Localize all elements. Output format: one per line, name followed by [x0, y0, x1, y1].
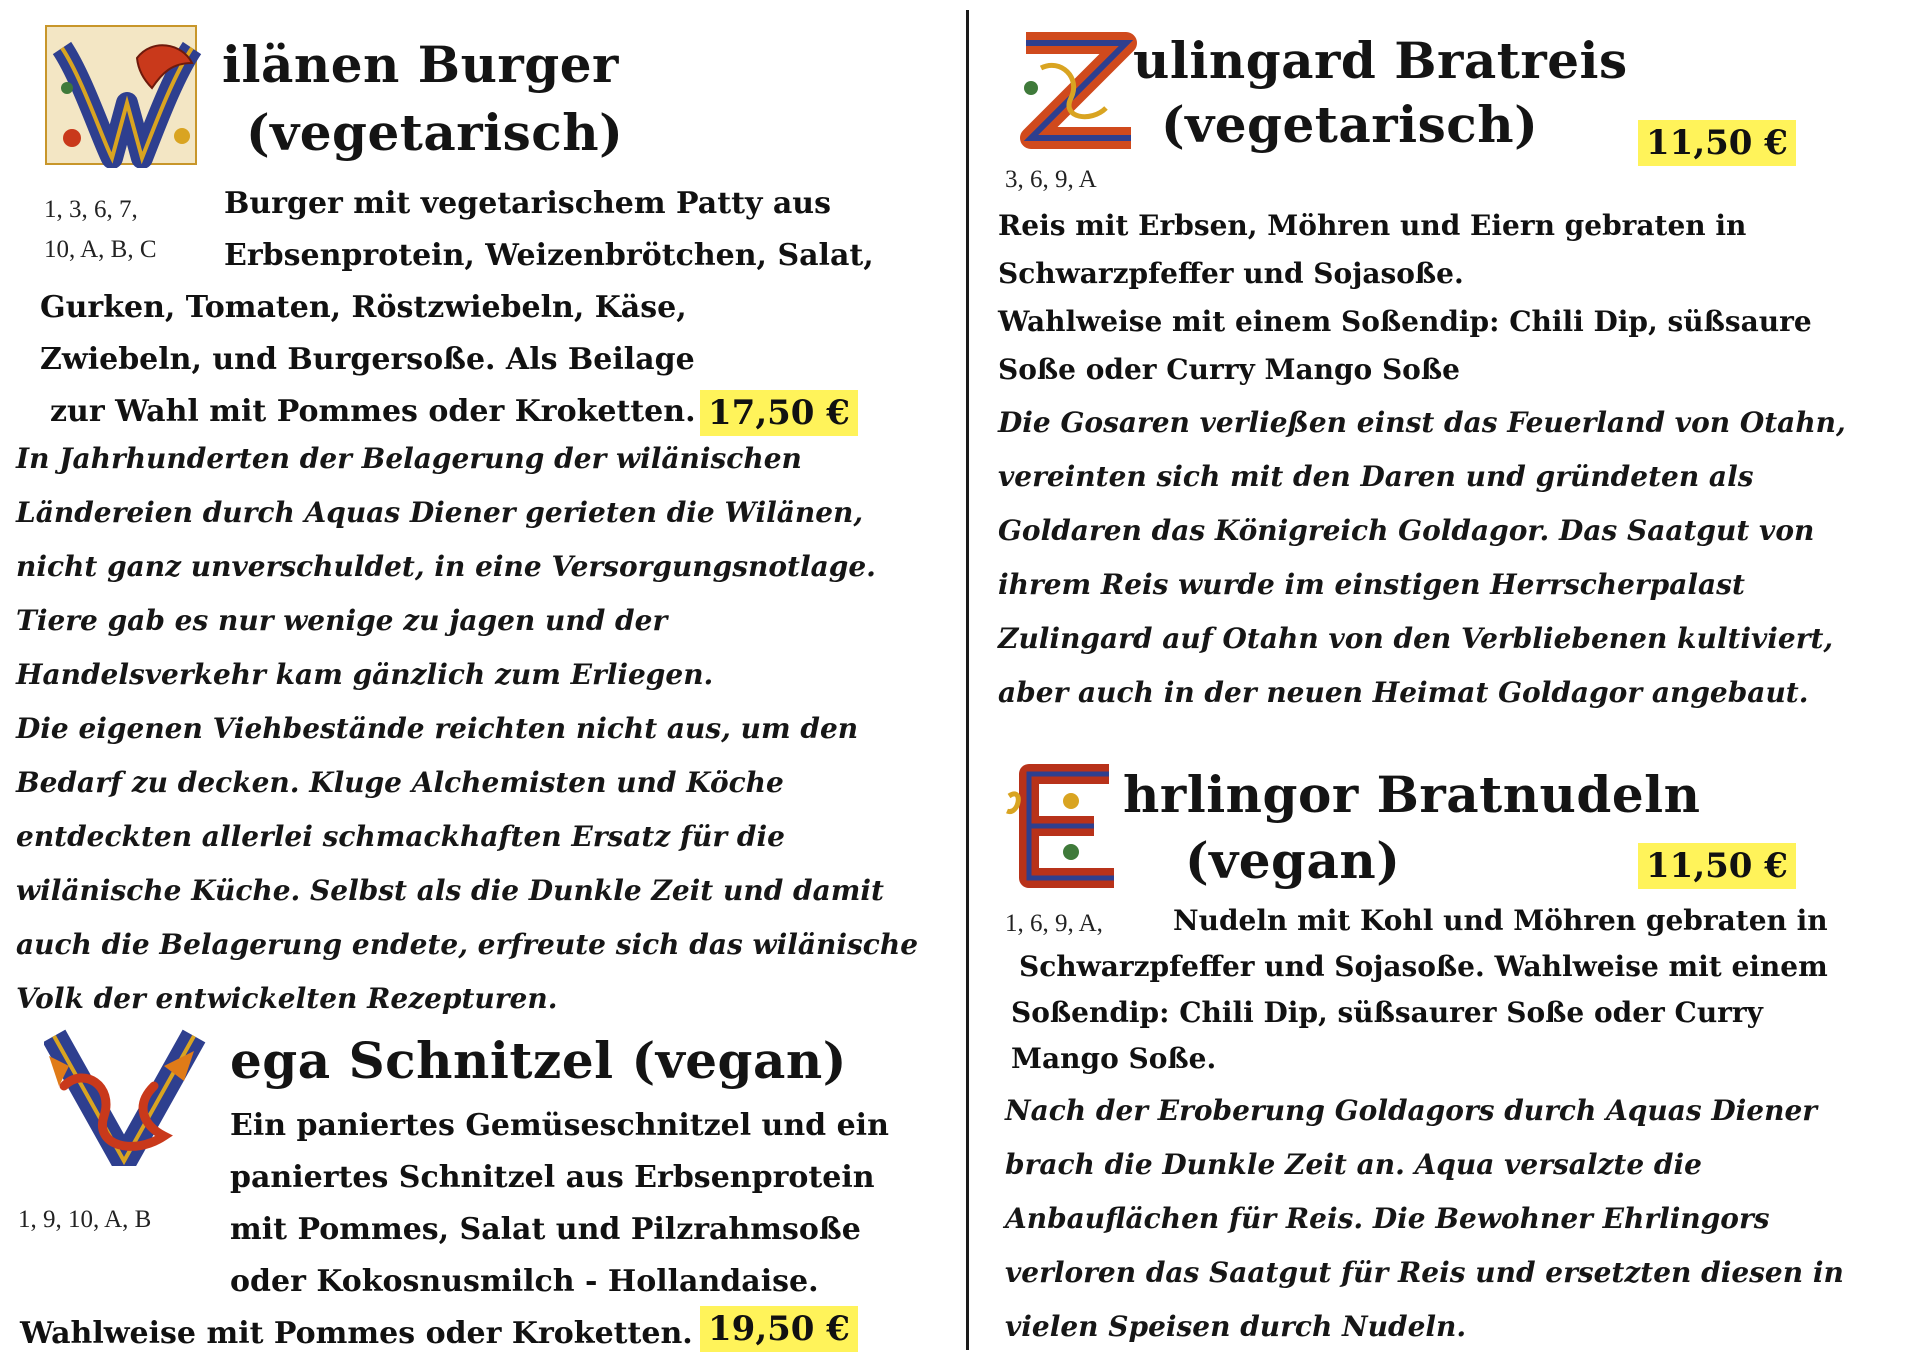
story-line: Die Gosaren verließen einst das Feuerland von Otahn, — [998, 406, 1846, 439]
description-line: zur Wahl mit Pommes oder Kroketten. — [50, 394, 696, 429]
story-line: Die eigenen Viehbestände reichten nicht aus, um den — [16, 712, 859, 745]
story-line: verloren das Saatgut für Reis und ersetzten diesen in — [1005, 1256, 1844, 1289]
price-badge: 19,50 € — [700, 1306, 858, 1352]
allergen-codes: 1, 3, 6, 7, 10, A, B, C — [44, 196, 157, 263]
dish-story — [1005, 1084, 1844, 1354]
allergen-codes: 1, 6, 9, A, — [1005, 910, 1103, 937]
dish-wilaenen-burger — [0, 0, 960, 1020]
dish-title — [222, 35, 619, 94]
dish-title-line: ulingard Bratreis — [1133, 31, 1628, 90]
story-line: Bedarf zu decken. Kluge Alchemisten und Köche — [16, 766, 784, 799]
story-line: Volk der entwickelten Rezepturen. — [16, 982, 558, 1015]
dish-zulingard-bratreis — [975, 0, 1920, 740]
story-line: auch die Belagerung endete, erfreute sich das wilänische — [16, 928, 919, 961]
description-line: Wahlweise mit einem Soßendip: Chili Dip, süßsaure — [998, 305, 1812, 338]
description-line: Wahlweise mit Pommes oder Kroketten. — [20, 1316, 693, 1351]
dish-vega-schnitzel — [0, 1020, 960, 1357]
dish-description — [1005, 898, 1828, 1082]
dish-subtitle — [246, 103, 624, 162]
story-line: aber auch in der neuen Heimat Goldagor angebaut. — [998, 676, 1809, 709]
description-line: Soßendip: Chili Dip, süßsaurer Soße oder Curry — [1011, 996, 1763, 1029]
price-badge: 17,50 € — [700, 390, 858, 436]
story-line: entdeckten allerlei schmackhaften Ersatz für die — [16, 820, 785, 853]
description-line: Schwarzpfeffer und Sojasoße. Wahlweise mit einem — [1019, 950, 1828, 983]
dish-title-line: (vegetarisch) — [246, 103, 624, 162]
dish-title-line: (vegetarisch) — [1161, 95, 1539, 154]
description-line: Nudeln mit Kohl und Möhren gebraten in — [1173, 904, 1828, 937]
story-line: Anbauflächen für Reis. Die Bewohner Ehrlingors — [1005, 1202, 1770, 1235]
dish-subtitle — [1161, 95, 1539, 154]
description-line: Mango Soße. — [1011, 1042, 1217, 1075]
dish-subtitle — [1185, 831, 1401, 890]
story-line: wilänische Küche. Selbst als die Dunkle Zeit und damit — [16, 874, 884, 907]
illuminated-initial-e-icon — [999, 756, 1133, 896]
dish-title-line: ega Schnitzel (vegan) — [230, 1031, 847, 1090]
dish-title-line: ilänen Burger — [222, 35, 619, 94]
story-line: nicht ganz unverschuldet, in eine Versorgungsnotlage. — [16, 550, 876, 583]
story-line: Handelsverkehr kam gänzlich zum Erliegen. — [16, 658, 714, 691]
allergen-codes: 3, 6, 9, A — [1005, 166, 1097, 193]
story-line: vielen Speisen durch Nudeln. — [1005, 1310, 1467, 1343]
description-line: mit Pommes, Salat und Pilzrahmsoße — [230, 1212, 861, 1247]
story-line: Ländereien durch Aquas Diener gerieten die Wilänen, — [16, 496, 864, 529]
dish-title-line: (vegan) — [1185, 831, 1401, 890]
description-line: Gurken, Tomaten, Röstzwiebeln, Käse, — [40, 290, 687, 325]
dish-story — [16, 432, 918, 1026]
description-line: Erbsenprotein, Weizenbrötchen, Salat, — [224, 238, 874, 273]
story-line: In Jahrhunderten der Belagerung der wilänischen — [16, 442, 802, 475]
description-line: Reis mit Erbsen, Möhren und Eiern gebraten in — [998, 209, 1747, 242]
description-line: Zwiebeln, und Burgersoße. Als Beilage — [40, 342, 695, 377]
description-line: oder Kokosnusmilch - Hollandaise. — [230, 1264, 819, 1299]
story-line: Tiere gab es nur wenige zu jagen und der — [16, 604, 668, 637]
illuminated-initial-w-dragon-icon — [42, 18, 212, 168]
description-line: Soße oder Curry Mango Soße — [998, 353, 1460, 386]
dish-title — [1133, 31, 1628, 90]
price-badge: 11,50 € — [1638, 843, 1796, 889]
story-line: Zulingard auf Otahn von den Verbliebenen kultiviert, — [998, 622, 1834, 655]
column-divider — [966, 10, 969, 1350]
description-line: Burger mit vegetarischem Patty aus — [224, 186, 831, 221]
story-line: ihrem Reis wurde im einstigen Herrscherpalast — [998, 568, 1745, 601]
dish-title — [230, 1031, 847, 1090]
story-line: vereinten sich mit den Daren und gründeten als — [998, 460, 1754, 493]
description-line: Ein paniertes Gemüseschnitzel und ein — [230, 1108, 889, 1143]
dish-title-line: hrlingor Bratnudeln — [1123, 765, 1701, 824]
story-line: brach die Dunkle Zeit an. Aqua versalzte die — [1005, 1148, 1702, 1181]
dish-title — [1123, 765, 1701, 824]
allergen-codes: 1, 9, 10, A, B — [18, 1206, 152, 1233]
dish-description — [998, 202, 1812, 394]
story-line: Goldaren das Königreich Goldagor. Das Saatgut von — [998, 514, 1815, 547]
dish-story — [998, 396, 1846, 720]
illuminated-initial-z-icon — [1011, 28, 1141, 150]
story-line: Nach der Eroberung Goldagors durch Aquas Diener — [1005, 1094, 1818, 1127]
description-line: Schwarzpfeffer und Sojasoße. — [998, 257, 1464, 290]
dish-ehrlingor-bratnudeln — [975, 740, 1920, 1357]
description-line: paniertes Schnitzel aus Erbsenprotein — [230, 1160, 875, 1195]
price-badge: 11,50 € — [1638, 120, 1796, 166]
